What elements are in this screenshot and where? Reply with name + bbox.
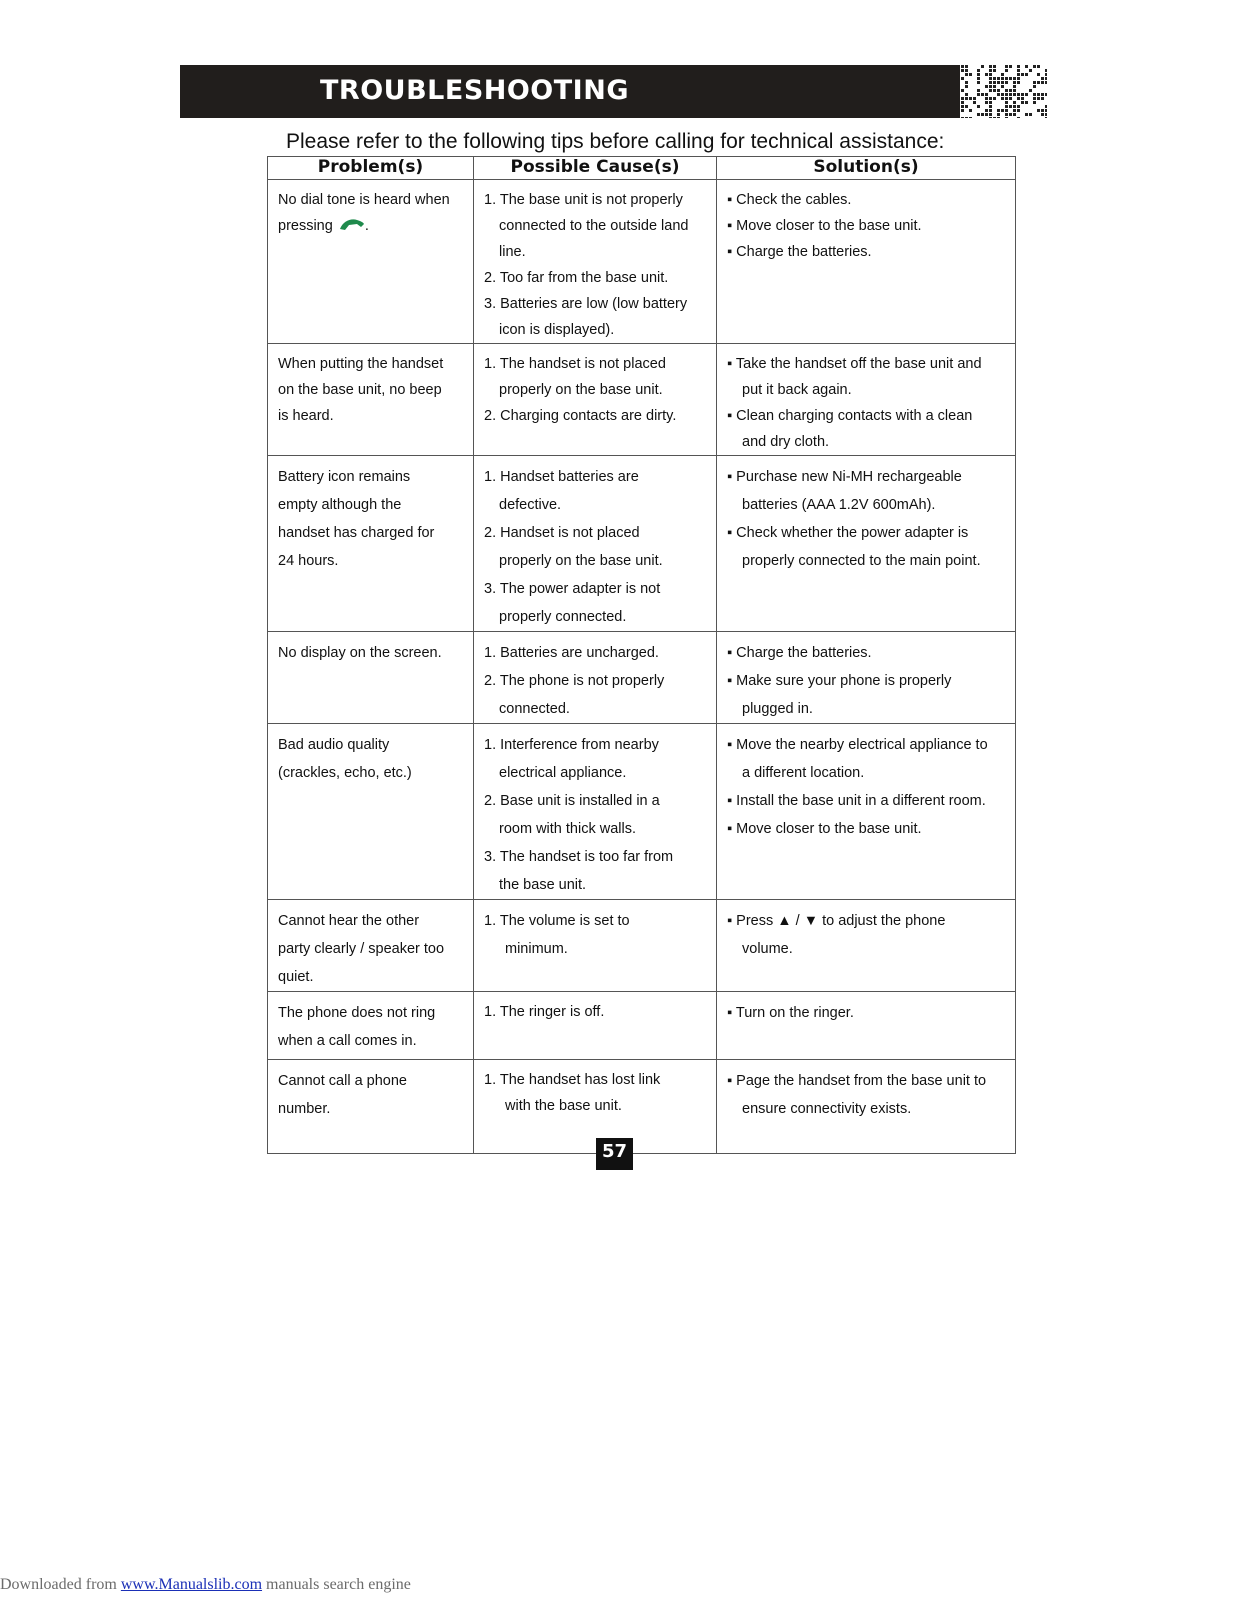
intro-text: Please refer to the following tips before calling for technical assistance: (286, 130, 945, 153)
troubleshooting-table (267, 156, 1016, 1154)
causes-cell: 1. The handset has lost link with the base unit. (474, 1060, 717, 1154)
phone-handset-icon (339, 215, 365, 241)
solutions-cell: ▪ Check the cables. ▪ Move closer to the base unit. ▪ Charge the batteries. (717, 180, 1016, 344)
table-row (268, 1060, 1016, 1154)
table-row (268, 900, 1016, 992)
problem-cell: Cannot hear the other party clearly / speaker too quiet. (268, 900, 474, 992)
solutions-cell: ▪ Take the handset off the base unit and put it back again. ▪ Clean charging contacts with a clean and dry cloth. (717, 344, 1016, 456)
problem-cell: Battery icon remains empty although the handset has charged for 24 hours. (268, 456, 474, 632)
solutions-cell: ▪ Charge the batteries. ▪ Make sure your phone is properly plugged in. (717, 632, 1016, 724)
table-header-row (268, 157, 1016, 180)
manualslib-link[interactable]: www.Manualslib.com (120, 1576, 263, 1593)
problem-cell: No dial tone is heard when pressing . (268, 180, 474, 344)
causes-cell: 1. Interference from nearby electrical appliance. 2. Base unit is installed in a room with thick walls. 3. The handset is too far from the base unit. (474, 724, 717, 900)
table-row (268, 180, 1016, 344)
page-number: 57 (596, 1138, 633, 1170)
footer: Downloaded from www.Manualslib.com manuals search engine (0, 1576, 411, 1593)
page-title: TROUBLESHOOTING (320, 75, 629, 106)
problem-cell: Cannot call a phone number. (268, 1060, 474, 1154)
table-row (268, 724, 1016, 900)
causes-cell: 1. The base unit is not properly connected to the outside land line. 2. Too far from the base unit. 3. Batteries are low (low battery icon is displayed). (474, 180, 717, 344)
causes-cell: 1. Handset batteries are defective. 2. Handset is not placed properly on the base unit. 3. The power adapter is not properly connected. (474, 456, 717, 632)
solutions-cell: ▪ Move the nearby electrical appliance to a different location. ▪ Install the base unit in a different room. ▪ Move closer to the base unit. (717, 724, 1016, 900)
table-row (268, 992, 1016, 1060)
problem-cell: When putting the handset on the base unit, no beep is heard. (268, 344, 474, 456)
pattern-icon (961, 65, 1047, 118)
header-problems: Problem(s) (268, 157, 474, 180)
table-row (268, 344, 1016, 456)
solutions-cell: ▪ Turn on the ringer. (717, 992, 1016, 1060)
causes-cell: 1. The handset is not placed properly on the base unit. 2. Charging contacts are dirty. (474, 344, 717, 456)
solutions-cell: ▪ Press ▲ / ▼ to adjust the phone volume. (717, 900, 1016, 992)
causes-cell: 1. The ringer is off. (474, 992, 717, 1060)
causes-cell: 1. The volume is set to minimum. (474, 900, 717, 992)
problem-cell: Bad audio quality (crackles, echo, etc.) (268, 724, 474, 900)
table-row (268, 632, 1016, 724)
solutions-cell: ▪ Purchase new Ni-MH rechargeable batteries (AAA 1.2V 600mAh). ▪ Check whether the power adapter is properly connected to the main point. (717, 456, 1016, 632)
causes-cell: 1. Batteries are uncharged. 2. The phone is not properly connected. (474, 632, 717, 724)
solutions-cell: ▪ Page the handset from the base unit to ensure connectivity exists. (717, 1060, 1016, 1154)
header-causes: Possible Cause(s) (474, 157, 717, 180)
problem-cell: No display on the screen. (268, 632, 474, 724)
problem-cell: The phone does not ring when a call comes in. (268, 992, 474, 1060)
table-row (268, 456, 1016, 632)
header-solutions: Solution(s) (717, 157, 1016, 180)
